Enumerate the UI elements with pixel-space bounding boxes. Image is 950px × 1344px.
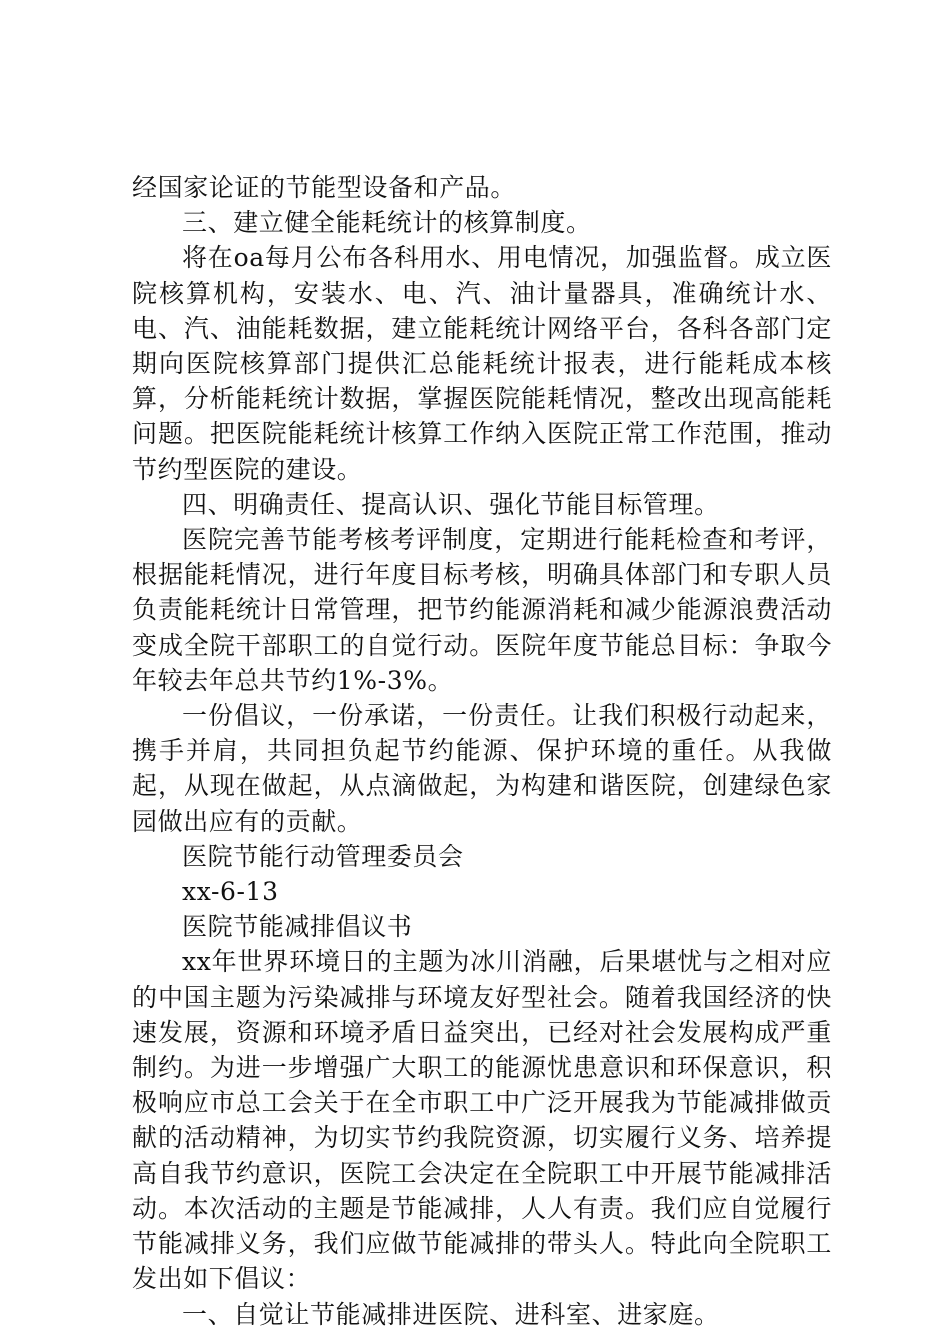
signature-date: xx-6-13 [182, 877, 279, 907]
document-title-initiative: 医院节能减排倡议书 [182, 912, 413, 942]
paragraph-target-management: 医院完善节能考核考评制度，定期进行能耗检查和考评，根据能耗情况，进行年度目标考核，明确具体部门和专职人员负责能耗统计日常管理，把节约能源消耗和减少能源浪费活动变成全院干部职工的自觉行动。医院年度节能总目标：争取今年较去年总共节约1%-3%。 [132, 525, 832, 695]
section-heading-3: 三、建立健全能耗统计的核算制度。 [182, 208, 592, 238]
section-heading-1: 一、自觉让节能减排进医院、进科室、进家庭。 [182, 1299, 720, 1329]
paragraph-energy-accounting: 将在oa每月公布各科用水、用电情况，加强监督。成立医院核算机构，安装水、电、汽、油计量器具，准确统计水、电、汽、油能耗数据，建立能耗统计网络平台，各科各部门定期向医院核算部门提供汇总能耗统计报表，进行能耗成本核算，分析能耗统计数据，掌握医院能耗情况，整改出现高能耗问题。把医院能耗统计核算工作纳入医院正常工作范围，推动节约型医院的建设。 [132, 243, 832, 484]
paragraph-initiative-intro: xx年世界环境日的主题为冰川消融，后果堪忧与之相对应的中国主题为污染减排与环境友好型社会。随着我国经济的快速发展，资源和环境矛盾日益突出，已经对社会发展构成严重制约。为进一步增强广大职工的能源忧患意识和环保意识，积极响应市总工会关于在全市职工中广泛开展我为节能减排做贡献的活动精神，为切实节约我院资源，切实履行义务、培养提高自我节约意识，医院工会决定在全院职工中开展节能减排活动。本次活动的主题是节能减排，人人有责。我们应自觉履行节能减排义务，我们应做节能减排的带头人。特此向全院职工发出如下倡议： [132, 947, 832, 1294]
section-heading-4: 四、明确责任、提高认识、强化节能目标管理。 [182, 489, 720, 519]
paragraph-continuation: 经国家论证的节能型设备和产品。 [132, 173, 517, 202]
signature-committee: 医院节能行动管理委员会 [182, 841, 464, 871]
document-page [132, 170, 832, 1332]
paragraph-closing-call: 一份倡议，一份承诺，一份责任。让我们积极行动起来，携手并肩，共同担负起节约能源、保护环境的重任。从我做起，从现在做起，从点滴做起，为构建和谐医院，创建绿色家园做出应有的贡献。 [132, 701, 832, 836]
